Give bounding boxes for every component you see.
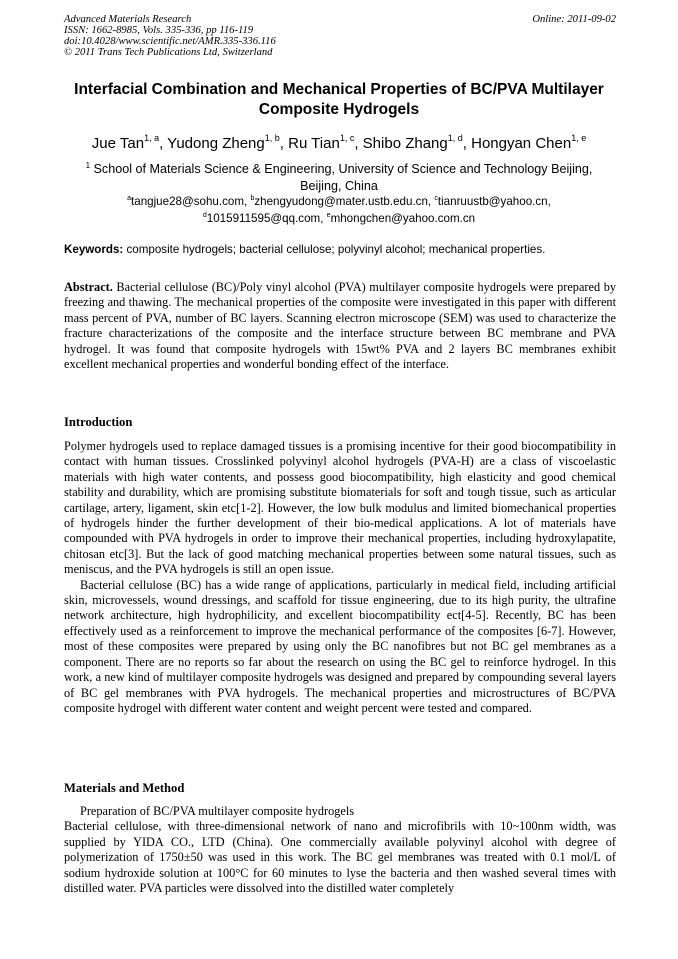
introduction-paragraph: Polymer hydrogels used to replace damaged tissues is a promising incentive for their good biocompatibility in contact with human tissues. Crosslinked polyvinyl alcohol hydrogels (PVA-H) are a class of viscoelastic materials with high water contents, and possess good biocompatibility, high elasticity and good chemical stability and durability, which are promising substitute biomaterials for soft and tough tissue, such as articular cartilage, artery, ligament, skin etc[1-2]. However, the low bulk modulus and limited biomechanical properties of hydrogels hinder the further development of their bio-medical applications. A lot of materials have compounded with PVA hydrogels in order to improve their mechanical properties, including hydroxylapatite, chitosan etc[3]. But the lack of good matching mechanical properties between some natural tissues, such as meniscus, and the PVA hydrogels is still an open issue. <box>64 439 616 577</box>
author-affil-mark: 1, c <box>339 133 355 143</box>
keywords-text: composite hydrogels; bacterial cellulose; polyvinyl alcohol; mechanical properties. <box>123 243 546 256</box>
keywords-label: Keywords: <box>64 243 124 256</box>
materials-paragraph: Bacterial cellulose, with three-dimensional network of nano and microfibrils with 10~100nm width, was supplied by YIDA CO., LTD (China). One commercially available polyvinyl alcohol with degree of polymerization of 1750±50 was used in this work. The BC gel membranes was treated with 0.1 mol/L of sodium hydroxide solution at 100°C for 60 minutes to lyse the bacteria and then washed several times with distilled water. PVA particles were dissolved into the distilled water completely <box>64 819 616 896</box>
abstract <box>64 280 616 372</box>
journal-name: Advanced Materials Research <box>64 14 192 25</box>
section-heading-introduction: Introduction <box>64 415 133 429</box>
email-mark: b <box>250 195 255 202</box>
author-affil-mark: 1, a <box>144 133 160 143</box>
email-mark: c <box>434 195 438 202</box>
materials-body <box>64 804 616 896</box>
doi-line: doi:10.4028/www.scientific.net/AMR.335-336.116 <box>64 36 276 47</box>
abstract-label: Abstract. <box>64 280 113 294</box>
introduction-body <box>64 439 616 716</box>
email-list: $^a$tangjue28@sohu.com, $^b$zhengyudong@mater.ustb.edu.cn, $^c$tianruustb@yahoo.cn, $^d$1015911595@qq.com, $^e$mhongchen@yahoo.com.cn <box>127 194 551 225</box>
affiliation-mark: 1 <box>85 161 91 170</box>
issn-line: ISSN: 1662-8985, Vols. 335-336, pp 116-119 <box>64 25 254 36</box>
author-name: Ru Tian <box>288 135 340 152</box>
email-address: mhongchen@yahoo.com.cn <box>330 211 476 225</box>
author-affil-mark: 1, d <box>447 133 463 143</box>
email-mark: d <box>202 211 207 219</box>
paper-title: Interfacial Combination and Mechanical Properties of BC/PVA Multilayer Composite Hydrogels <box>74 81 604 118</box>
abstract-text: Bacterial cellulose (BC)/Poly vinyl alcohol (PVA) multilayer composite hydrogels were prepared by freezing and thawing. The mechanical properties of the composite were investigated in this paper with different mass percent of PVA, number of BC layers. Scanning electron microscope (SEM) was used to characterize the fracture characterizations of the composite and the interface structure between BC membrane and PVA hydrogel. It was found that composite hydrogels with 15wt% PVA and 2 layers BC membranes exhibit excellent mechanical properties and wonderful bonding effect of the interface. <box>64 280 616 372</box>
email-address: zhengyudong@mater.ustb.edu.cn <box>254 194 428 208</box>
author-name: Hongyan Chen <box>471 135 572 152</box>
section-heading-materials: Materials and Method <box>64 781 185 795</box>
subsection-heading: Preparation of BC/PVA multilayer composite hydrogels <box>80 804 355 818</box>
email-address: 1015911595@qq.com <box>206 211 321 225</box>
keywords <box>64 243 616 257</box>
author-affil-mark: 1, e <box>571 133 587 143</box>
online-date: Online: 2011-09-02 <box>532 14 616 25</box>
affiliation <box>64 157 614 195</box>
author-name: Yudong Zheng <box>167 135 265 152</box>
copyright-line: © 2011 Trans Tech Publications Ltd, Switzerland <box>64 47 273 58</box>
author-name: Shibo Zhang <box>362 135 448 152</box>
email-mark: e <box>326 211 331 219</box>
author-list: Jue Tan$^{1, a}$, Yudong Zheng$^{1, b}$, Ru Tian$^{1, c}$, Shibo Zhang$^{1, d}$, Hongyan Chen$^{1, e}$ <box>91 133 587 152</box>
author-name: Jue Tan <box>91 135 145 152</box>
introduction-paragraph: Bacterial cellulose (BC) has a wide range of applications, particularly in medical field, including artificial skin, microvessels, wound dressings, and scaffold for tissue engineering, due to its high purity, the ultrafine network architecture, high hydrophilicity, and excellent biocompatibility ect[4-5]. Recently, BC has been effectively used as a reinforcement to improve the mechanical performance of the composites [6-7]. However, most of these composites were prepared by using only the BC nanofibres but not BC gel membranes as a component. There are no reports so far about the research on using the BC gel to reinforce hydrogel. In this work, a new kind of multilayer composite hydrogels was designed and prepared by compounding several layers of BC gel membranes with PVA hydrogels. The mechanical properties and microstructures of BC/PVA composite hydrogel with different water content and weight percent were tested and compared. <box>64 577 616 715</box>
email-address: tangjue28@sohu.com <box>131 194 244 208</box>
email-mark: a <box>127 195 132 202</box>
journal-header <box>64 14 616 58</box>
author-affil-mark: 1, b <box>264 133 280 143</box>
email-address: tianruustb@yahoo.cn <box>437 194 548 208</box>
affiliation-text: School of Materials Science & Engineering, University of Science and Technology Beijing, Beijing, China <box>90 162 593 194</box>
